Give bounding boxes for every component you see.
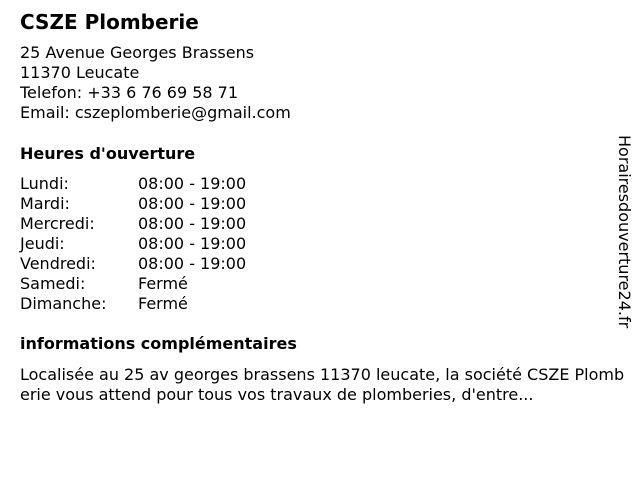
day-label: Dimanche: [20, 294, 107, 313]
day-hours: 08:00 - 19:00 [138, 174, 247, 193]
day-hours: 08:00 - 19:00 [138, 254, 247, 273]
hours-row-saturday [20, 274, 320, 294]
hours-row-wednesday [20, 214, 320, 234]
day-label: Lundi: [20, 174, 69, 193]
hours-row-sunday [20, 294, 320, 314]
email-address: Email: cszeplomberie@gmail.com [20, 103, 291, 122]
day-label: Samedi: [20, 274, 86, 293]
city-postcode: 11370 Leucate [20, 63, 140, 82]
day-hours: Fermé [138, 294, 188, 313]
opening-hours-heading: Heures d'ouverture [20, 144, 196, 163]
opening-hours-table [20, 174, 320, 314]
day-label: Mardi: [20, 194, 70, 213]
day-hours: 08:00 - 19:00 [138, 194, 247, 213]
street-address: 25 Avenue Georges Brassens [20, 43, 255, 62]
site-watermark: Horairesdouverture24.fr [615, 135, 634, 329]
hours-row-tuesday [20, 194, 320, 214]
business-description: Localisée au 25 av georges brassens 11370 leucate, la société CSZE Plomberie vous attend pour tous vos travaux de plomberies, d'entre... [20, 365, 625, 404]
hours-row-thursday [20, 234, 320, 254]
business-title: CSZE Plomberie [20, 10, 199, 34]
day-hours: Fermé [138, 274, 188, 293]
phone-number: Telefon: +33 6 76 69 58 71 [20, 83, 239, 102]
day-label: Jeudi: [20, 234, 65, 253]
contact-block [20, 43, 291, 123]
hours-row-friday [20, 254, 320, 274]
additional-info-heading: informations complémentaires [20, 334, 297, 353]
day-label: Vendredi: [20, 254, 96, 273]
day-hours: 08:00 - 19:00 [138, 234, 247, 253]
day-hours: 08:00 - 19:00 [138, 214, 247, 233]
day-label: Mercredi: [20, 214, 95, 233]
hours-row-monday [20, 174, 320, 194]
